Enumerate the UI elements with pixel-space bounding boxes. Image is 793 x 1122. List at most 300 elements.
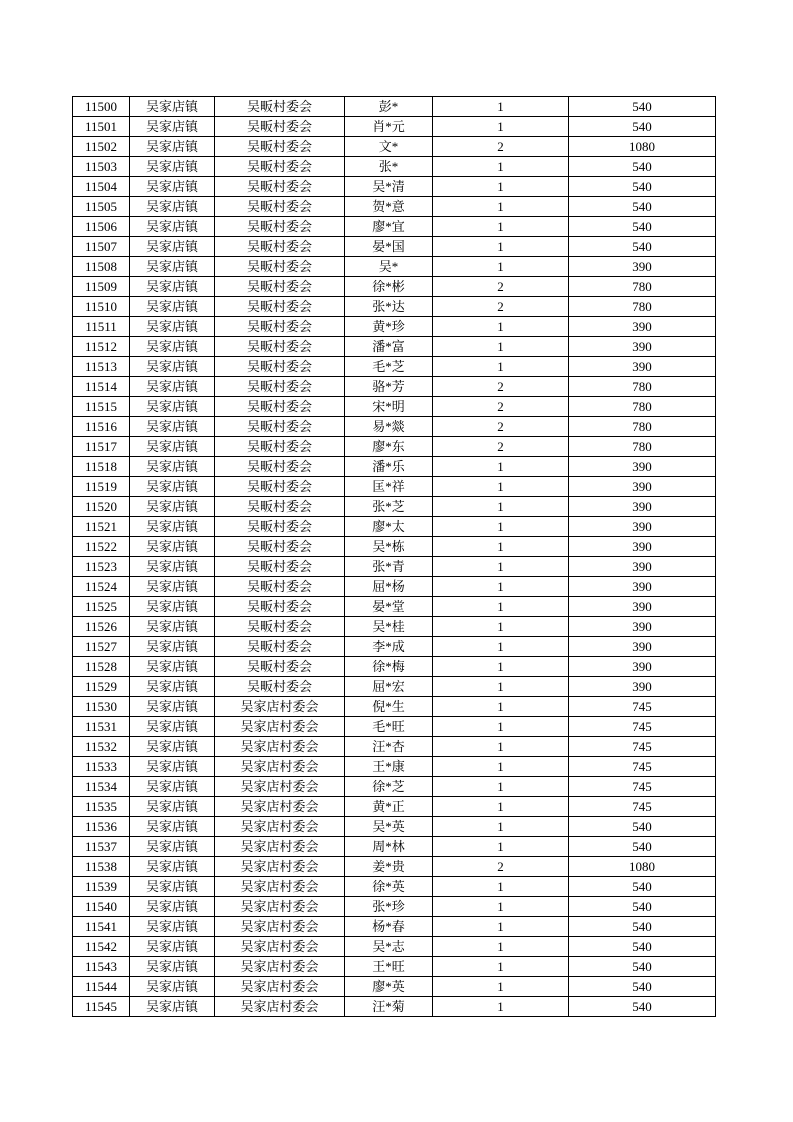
amount-cell: 390 (569, 257, 716, 277)
table-row (73, 337, 716, 357)
count-cell: 1 (433, 637, 569, 657)
serial-number-cell: 11509 (73, 277, 130, 297)
town-cell: 吴家店镇 (130, 837, 215, 857)
name-cell: 文* (345, 137, 433, 157)
town-cell: 吴家店镇 (130, 677, 215, 697)
amount-cell: 390 (569, 657, 716, 677)
count-cell: 2 (433, 417, 569, 437)
name-cell: 张*青 (345, 557, 433, 577)
serial-number-cell: 11502 (73, 137, 130, 157)
serial-number-cell: 11501 (73, 117, 130, 137)
name-cell: 潘*乐 (345, 457, 433, 477)
name-cell: 倪*生 (345, 697, 433, 717)
count-cell: 1 (433, 317, 569, 337)
village-committee-cell: 吴家店村委会 (215, 837, 345, 857)
village-committee-cell: 吴家店村委会 (215, 797, 345, 817)
amount-cell: 390 (569, 457, 716, 477)
name-cell: 吴*志 (345, 937, 433, 957)
town-cell: 吴家店镇 (130, 777, 215, 797)
name-cell: 徐*梅 (345, 657, 433, 677)
amount-cell: 390 (569, 497, 716, 517)
count-cell: 1 (433, 477, 569, 497)
serial-number-cell: 11540 (73, 897, 130, 917)
amount-cell: 390 (569, 337, 716, 357)
town-cell: 吴家店镇 (130, 457, 215, 477)
amount-cell: 540 (569, 977, 716, 997)
town-cell: 吴家店镇 (130, 277, 215, 297)
amount-cell: 390 (569, 557, 716, 577)
count-cell: 2 (433, 377, 569, 397)
table-row (73, 277, 716, 297)
village-committee-cell: 吴畈村委会 (215, 597, 345, 617)
name-cell: 徐*彬 (345, 277, 433, 297)
town-cell: 吴家店镇 (130, 537, 215, 557)
town-cell: 吴家店镇 (130, 257, 215, 277)
table-row (73, 357, 716, 377)
village-committee-cell: 吴家店村委会 (215, 937, 345, 957)
table-row (73, 217, 716, 237)
name-cell: 骆*芳 (345, 377, 433, 397)
amount-cell: 780 (569, 417, 716, 437)
town-cell: 吴家店镇 (130, 377, 215, 397)
town-cell: 吴家店镇 (130, 337, 215, 357)
name-cell: 贺*意 (345, 197, 433, 217)
count-cell: 1 (433, 817, 569, 837)
name-cell: 张*珍 (345, 897, 433, 917)
serial-number-cell: 11536 (73, 817, 130, 837)
count-cell: 1 (433, 937, 569, 957)
amount-cell: 780 (569, 277, 716, 297)
serial-number-cell: 11514 (73, 377, 130, 397)
amount-cell: 745 (569, 777, 716, 797)
amount-cell: 390 (569, 637, 716, 657)
serial-number-cell: 11527 (73, 637, 130, 657)
amount-cell: 780 (569, 397, 716, 417)
amount-cell: 540 (569, 817, 716, 837)
amount-cell: 540 (569, 917, 716, 937)
count-cell: 1 (433, 177, 569, 197)
village-committee-cell: 吴畈村委会 (215, 197, 345, 217)
count-cell: 1 (433, 977, 569, 997)
serial-number-cell: 11525 (73, 597, 130, 617)
town-cell: 吴家店镇 (130, 737, 215, 757)
table-row (73, 737, 716, 757)
name-cell: 张*芝 (345, 497, 433, 517)
serial-number-cell: 11524 (73, 577, 130, 597)
count-cell: 1 (433, 517, 569, 537)
town-cell: 吴家店镇 (130, 97, 215, 117)
village-committee-cell: 吴畈村委会 (215, 677, 345, 697)
town-cell: 吴家店镇 (130, 977, 215, 997)
village-committee-cell: 吴畈村委会 (215, 257, 345, 277)
name-cell: 潘*富 (345, 337, 433, 357)
count-cell: 2 (433, 137, 569, 157)
town-cell: 吴家店镇 (130, 997, 215, 1017)
count-cell: 1 (433, 337, 569, 357)
village-committee-cell: 吴畈村委会 (215, 417, 345, 437)
amount-cell: 390 (569, 517, 716, 537)
serial-number-cell: 11504 (73, 177, 130, 197)
amount-cell: 745 (569, 737, 716, 757)
serial-number-cell: 11507 (73, 237, 130, 257)
serial-number-cell: 11522 (73, 537, 130, 557)
name-cell: 晏*堂 (345, 597, 433, 617)
town-cell: 吴家店镇 (130, 477, 215, 497)
serial-number-cell: 11506 (73, 217, 130, 237)
amount-cell: 540 (569, 197, 716, 217)
serial-number-cell: 11537 (73, 837, 130, 857)
village-committee-cell: 吴畈村委会 (215, 357, 345, 377)
name-cell: 汪*菊 (345, 997, 433, 1017)
serial-number-cell: 11526 (73, 617, 130, 637)
table-row (73, 577, 716, 597)
village-committee-cell: 吴畈村委会 (215, 537, 345, 557)
count-cell: 1 (433, 677, 569, 697)
name-cell: 吴* (345, 257, 433, 277)
table-row (73, 817, 716, 837)
name-cell: 宋*明 (345, 397, 433, 417)
name-cell: 汪*杏 (345, 737, 433, 757)
name-cell: 徐*芝 (345, 777, 433, 797)
serial-number-cell: 11518 (73, 457, 130, 477)
serial-number-cell: 11535 (73, 797, 130, 817)
table-row (73, 797, 716, 817)
count-cell: 1 (433, 577, 569, 597)
count-cell: 1 (433, 757, 569, 777)
serial-number-cell: 11505 (73, 197, 130, 217)
name-cell: 杨*春 (345, 917, 433, 937)
village-committee-cell: 吴家店村委会 (215, 757, 345, 777)
serial-number-cell: 11517 (73, 437, 130, 457)
town-cell: 吴家店镇 (130, 157, 215, 177)
table-row (73, 777, 716, 797)
village-committee-cell: 吴家店村委会 (215, 977, 345, 997)
table-row (73, 97, 716, 117)
village-committee-cell: 吴畈村委会 (215, 237, 345, 257)
table-row (73, 617, 716, 637)
count-cell: 2 (433, 857, 569, 877)
amount-cell: 540 (569, 897, 716, 917)
amount-cell: 1080 (569, 137, 716, 157)
amount-cell: 780 (569, 437, 716, 457)
table-row (73, 857, 716, 877)
name-cell: 黄*正 (345, 797, 433, 817)
amount-cell: 540 (569, 217, 716, 237)
amount-cell: 1080 (569, 857, 716, 877)
village-committee-cell: 吴家店村委会 (215, 877, 345, 897)
amount-cell: 745 (569, 697, 716, 717)
count-cell: 1 (433, 897, 569, 917)
name-cell: 王*康 (345, 757, 433, 777)
town-cell: 吴家店镇 (130, 897, 215, 917)
count-cell: 1 (433, 557, 569, 577)
table-row (73, 877, 716, 897)
count-cell: 1 (433, 657, 569, 677)
serial-number-cell: 11503 (73, 157, 130, 177)
town-cell: 吴家店镇 (130, 397, 215, 417)
count-cell: 1 (433, 737, 569, 757)
town-cell: 吴家店镇 (130, 637, 215, 657)
village-committee-cell: 吴畈村委会 (215, 297, 345, 317)
town-cell: 吴家店镇 (130, 717, 215, 737)
name-cell: 吴*栋 (345, 537, 433, 557)
serial-number-cell: 11543 (73, 957, 130, 977)
table-row (73, 717, 716, 737)
name-cell: 姜*贵 (345, 857, 433, 877)
amount-cell: 390 (569, 537, 716, 557)
table-row (73, 157, 716, 177)
count-cell: 1 (433, 257, 569, 277)
table-row (73, 557, 716, 577)
serial-number-cell: 11534 (73, 777, 130, 797)
town-cell: 吴家店镇 (130, 237, 215, 257)
name-cell: 毛*芝 (345, 357, 433, 377)
amount-cell: 390 (569, 477, 716, 497)
village-committee-cell: 吴畈村委会 (215, 557, 345, 577)
name-cell: 王*旺 (345, 957, 433, 977)
table-row (73, 377, 716, 397)
table-row (73, 137, 716, 157)
name-cell: 徐*英 (345, 877, 433, 897)
count-cell: 1 (433, 97, 569, 117)
count-cell: 1 (433, 117, 569, 137)
count-cell: 1 (433, 777, 569, 797)
table-row (73, 417, 716, 437)
serial-number-cell: 11530 (73, 697, 130, 717)
serial-number-cell: 11511 (73, 317, 130, 337)
table-row (73, 917, 716, 937)
table-row (73, 757, 716, 777)
serial-number-cell: 11541 (73, 917, 130, 937)
table-row (73, 677, 716, 697)
serial-number-cell: 11539 (73, 877, 130, 897)
count-cell: 1 (433, 797, 569, 817)
serial-number-cell: 11523 (73, 557, 130, 577)
amount-cell: 745 (569, 717, 716, 737)
town-cell: 吴家店镇 (130, 497, 215, 517)
village-committee-cell: 吴家店村委会 (215, 957, 345, 977)
count-cell: 2 (433, 397, 569, 417)
amount-cell: 540 (569, 937, 716, 957)
serial-number-cell: 11515 (73, 397, 130, 417)
name-cell: 黄*珍 (345, 317, 433, 337)
roster-table (72, 96, 716, 1017)
amount-cell: 540 (569, 877, 716, 897)
serial-number-cell: 11533 (73, 757, 130, 777)
village-committee-cell: 吴畈村委会 (215, 397, 345, 417)
amount-cell: 540 (569, 237, 716, 257)
roster-table-body (73, 97, 716, 1017)
serial-number-cell: 11544 (73, 977, 130, 997)
serial-number-cell: 11521 (73, 517, 130, 537)
amount-cell: 390 (569, 317, 716, 337)
name-cell: 易*燚 (345, 417, 433, 437)
village-committee-cell: 吴畈村委会 (215, 637, 345, 657)
amount-cell: 390 (569, 617, 716, 637)
name-cell: 张*达 (345, 297, 433, 317)
village-committee-cell: 吴畈村委会 (215, 517, 345, 537)
name-cell: 肖*元 (345, 117, 433, 137)
count-cell: 1 (433, 197, 569, 217)
serial-number-cell: 11512 (73, 337, 130, 357)
name-cell: 彭* (345, 97, 433, 117)
count-cell: 1 (433, 157, 569, 177)
village-committee-cell: 吴畈村委会 (215, 497, 345, 517)
amount-cell: 390 (569, 597, 716, 617)
town-cell: 吴家店镇 (130, 577, 215, 597)
town-cell: 吴家店镇 (130, 617, 215, 637)
table-row (73, 397, 716, 417)
village-committee-cell: 吴畈村委会 (215, 117, 345, 137)
town-cell: 吴家店镇 (130, 517, 215, 537)
serial-number-cell: 11520 (73, 497, 130, 517)
town-cell: 吴家店镇 (130, 857, 215, 877)
village-committee-cell: 吴畈村委会 (215, 157, 345, 177)
amount-cell: 540 (569, 837, 716, 857)
town-cell: 吴家店镇 (130, 557, 215, 577)
town-cell: 吴家店镇 (130, 657, 215, 677)
table-row (73, 597, 716, 617)
village-committee-cell: 吴家店村委会 (215, 717, 345, 737)
name-cell: 毛*旺 (345, 717, 433, 737)
name-cell: 吴*英 (345, 817, 433, 837)
serial-number-cell: 11542 (73, 937, 130, 957)
village-committee-cell: 吴家店村委会 (215, 997, 345, 1017)
name-cell: 张* (345, 157, 433, 177)
name-cell: 匡*祥 (345, 477, 433, 497)
table-row (73, 297, 716, 317)
town-cell: 吴家店镇 (130, 597, 215, 617)
count-cell: 1 (433, 497, 569, 517)
village-committee-cell: 吴畈村委会 (215, 277, 345, 297)
town-cell: 吴家店镇 (130, 757, 215, 777)
town-cell: 吴家店镇 (130, 177, 215, 197)
serial-number-cell: 11545 (73, 997, 130, 1017)
name-cell: 廖*东 (345, 437, 433, 457)
village-committee-cell: 吴家店村委会 (215, 917, 345, 937)
amount-cell: 540 (569, 117, 716, 137)
table-row (73, 957, 716, 977)
table-row (73, 457, 716, 477)
amount-cell: 390 (569, 577, 716, 597)
village-committee-cell: 吴家店村委会 (215, 777, 345, 797)
village-committee-cell: 吴家店村委会 (215, 857, 345, 877)
table-row (73, 117, 716, 137)
town-cell: 吴家店镇 (130, 697, 215, 717)
town-cell: 吴家店镇 (130, 817, 215, 837)
village-committee-cell: 吴畈村委会 (215, 137, 345, 157)
town-cell: 吴家店镇 (130, 317, 215, 337)
count-cell: 1 (433, 457, 569, 477)
village-committee-cell: 吴畈村委会 (215, 617, 345, 637)
table-row (73, 497, 716, 517)
count-cell: 1 (433, 957, 569, 977)
name-cell: 廖*宜 (345, 217, 433, 237)
name-cell: 屈*宏 (345, 677, 433, 697)
serial-number-cell: 11510 (73, 297, 130, 317)
village-committee-cell: 吴畈村委会 (215, 457, 345, 477)
count-cell: 1 (433, 917, 569, 937)
serial-number-cell: 11516 (73, 417, 130, 437)
count-cell: 1 (433, 537, 569, 557)
town-cell: 吴家店镇 (130, 797, 215, 817)
table-row (73, 657, 716, 677)
village-committee-cell: 吴家店村委会 (215, 697, 345, 717)
name-cell: 廖*英 (345, 977, 433, 997)
town-cell: 吴家店镇 (130, 437, 215, 457)
amount-cell: 780 (569, 297, 716, 317)
count-cell: 1 (433, 617, 569, 637)
amount-cell: 540 (569, 157, 716, 177)
amount-cell: 540 (569, 177, 716, 197)
village-committee-cell: 吴畈村委会 (215, 317, 345, 337)
village-committee-cell: 吴畈村委会 (215, 97, 345, 117)
village-committee-cell: 吴畈村委会 (215, 437, 345, 457)
town-cell: 吴家店镇 (130, 197, 215, 217)
serial-number-cell: 11531 (73, 717, 130, 737)
village-committee-cell: 吴家店村委会 (215, 897, 345, 917)
table-row (73, 837, 716, 857)
village-committee-cell: 吴畈村委会 (215, 657, 345, 677)
town-cell: 吴家店镇 (130, 297, 215, 317)
serial-number-cell: 11519 (73, 477, 130, 497)
town-cell: 吴家店镇 (130, 937, 215, 957)
village-committee-cell: 吴畈村委会 (215, 217, 345, 237)
serial-number-cell: 11538 (73, 857, 130, 877)
village-committee-cell: 吴畈村委会 (215, 477, 345, 497)
amount-cell: 390 (569, 677, 716, 697)
town-cell: 吴家店镇 (130, 917, 215, 937)
amount-cell: 390 (569, 357, 716, 377)
name-cell: 李*成 (345, 637, 433, 657)
town-cell: 吴家店镇 (130, 117, 215, 137)
amount-cell: 540 (569, 997, 716, 1017)
count-cell: 1 (433, 697, 569, 717)
table-row (73, 977, 716, 997)
serial-number-cell: 11508 (73, 257, 130, 277)
table-row (73, 317, 716, 337)
count-cell: 1 (433, 877, 569, 897)
name-cell: 屈*杨 (345, 577, 433, 597)
table-row (73, 177, 716, 197)
amount-cell: 540 (569, 97, 716, 117)
amount-cell: 745 (569, 757, 716, 777)
count-cell: 2 (433, 277, 569, 297)
serial-number-cell: 11529 (73, 677, 130, 697)
table-row (73, 697, 716, 717)
table-row (73, 537, 716, 557)
amount-cell: 540 (569, 957, 716, 977)
table-row (73, 637, 716, 657)
name-cell: 廖*太 (345, 517, 433, 537)
table-row (73, 437, 716, 457)
name-cell: 吴*清 (345, 177, 433, 197)
serial-number-cell: 11528 (73, 657, 130, 677)
count-cell: 1 (433, 997, 569, 1017)
table-row (73, 937, 716, 957)
table-row (73, 897, 716, 917)
town-cell: 吴家店镇 (130, 357, 215, 377)
table-row (73, 237, 716, 257)
village-committee-cell: 吴家店村委会 (215, 737, 345, 757)
amount-cell: 745 (569, 797, 716, 817)
name-cell: 晏*国 (345, 237, 433, 257)
table-row (73, 517, 716, 537)
village-committee-cell: 吴畈村委会 (215, 377, 345, 397)
village-committee-cell: 吴家店村委会 (215, 817, 345, 837)
town-cell: 吴家店镇 (130, 417, 215, 437)
amount-cell: 780 (569, 377, 716, 397)
